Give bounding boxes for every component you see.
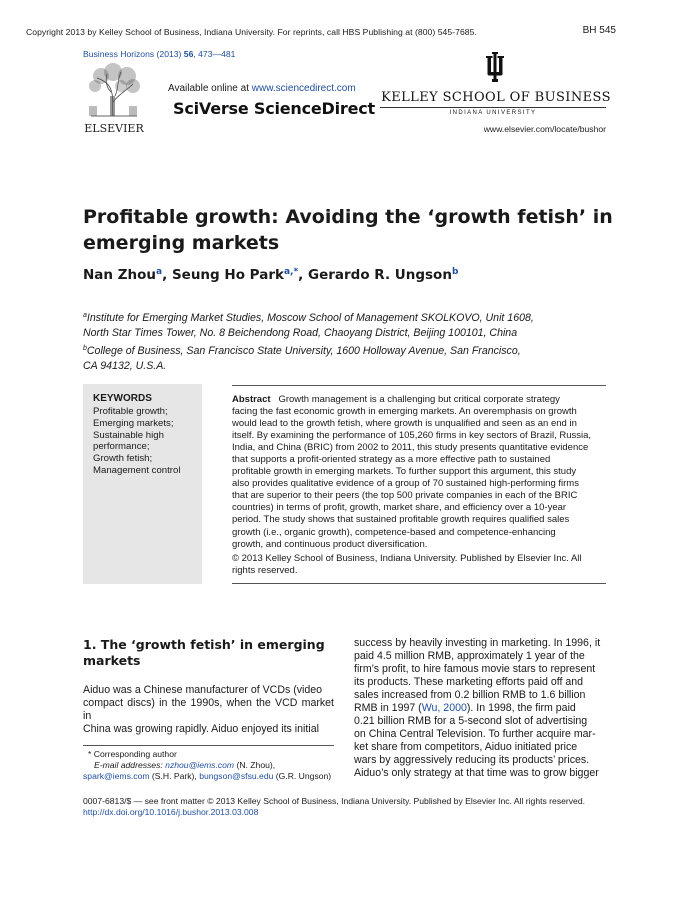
doi-link[interactable]: http://dx.doi.org/10.1016/j.bushor.2013.03.008 bbox=[83, 807, 259, 817]
elsevier-wordmark: ELSEVIER bbox=[84, 122, 144, 134]
body-line: 0.21 billion RMB for a 5-second slot of advertising bbox=[354, 715, 588, 727]
citation-link[interactable]: Wu, 2000 bbox=[421, 702, 467, 714]
keyword-item: performance; bbox=[93, 441, 150, 453]
keyword-item: Sustainable high bbox=[93, 429, 164, 441]
affiliations bbox=[83, 308, 623, 374]
footnote-rule bbox=[83, 745, 334, 746]
abstract bbox=[232, 394, 606, 551]
abstract-label: Abstract bbox=[232, 394, 271, 405]
email-link[interactable]: nzhou@iems.com bbox=[165, 760, 235, 770]
journal-homepage-url[interactable]: www.elsevier.com/locate/bushor bbox=[483, 124, 606, 134]
keyword-item: Emerging markets; bbox=[93, 417, 174, 429]
abstract-line: would lead to the growth fetish, where growth is unqualified and seen as an end in bbox=[232, 418, 577, 430]
affiliation-line: CA 94132, U.S.A. bbox=[83, 360, 167, 372]
abstract-line: profitable growth in emerging markets. To further support this argument, this study bbox=[232, 466, 577, 478]
affiliation-line: $^b$College of Business, San Francisco State University, 1600 Holloway Avenue, San Francisco, bbox=[83, 345, 521, 357]
article-title: Profitable growth: Avoiding the ‘growth fetish’ in emerging markets bbox=[83, 206, 613, 254]
sciencedirect-link[interactable]: www.sciencedirect.com bbox=[251, 83, 356, 94]
journal-citation[interactable] bbox=[83, 49, 235, 59]
body-line: wars by aggressively reducing its products’ prices. bbox=[354, 754, 590, 766]
body-line: its products. These marketing efforts paid off and bbox=[354, 676, 584, 688]
body-line: Aiduo’s only strategy at that time was to grow bigger bbox=[354, 767, 599, 779]
keywords-heading: KEYWORDS bbox=[93, 393, 152, 404]
copyright-notice: Copyright 2013 by Kelley School of Business, Indiana University. For reprints, call HBS Publishing at (800) 545-7685. bbox=[26, 27, 477, 37]
author-affiliation-mark[interactable]: b bbox=[451, 267, 459, 277]
body-column-right bbox=[354, 637, 606, 780]
author-affiliation-mark[interactable]: a bbox=[156, 267, 163, 277]
affiliation-line: $^a$Institute for Emerging Market Studies, Moscow School of Management SKOLKOVO, Unit 1608, bbox=[83, 312, 534, 324]
abstract-line: growth, and continuous product diversification. bbox=[232, 538, 428, 550]
abstract-line: that are superior to their peers (the top 500 private companies in each of the BRIC bbox=[232, 490, 578, 502]
journal-name: Business Horizons (2013) bbox=[83, 49, 184, 59]
kelley-subtitle: INDIANA UNIVERSITY bbox=[449, 110, 537, 116]
body-line: firm’s profit, to hire famous movie stars to represent bbox=[354, 663, 596, 675]
journal-pages: , 473—481 bbox=[193, 49, 236, 59]
author-name: Nan Zhou bbox=[83, 267, 157, 283]
email-link[interactable]: bungson@sfsu.edu bbox=[199, 771, 274, 781]
keyword-item: Profitable growth; bbox=[93, 406, 168, 417]
abstract-line: facing the fast economic growth in emerging markets. An overemphasis on growth bbox=[232, 406, 577, 418]
elsevier-logo bbox=[83, 62, 145, 134]
front-matter-notice: 0007-6813/$ — see front matter © 2013 Kelley School of Business, Indiana University. Published by Elsevier Inc. All rights reserved. bbox=[83, 796, 586, 806]
abstract-line: India, and China (BRIC) from 2002 to 2011, this study presents quantitative evidence bbox=[232, 442, 589, 454]
abstract-copyright: © 2013 Kelley School of Business, Indiana University. Published by Elsevier Inc. All rights reserved. bbox=[232, 553, 582, 577]
abstract-line: itself. By examining the performance of 105,260 firms in key sectors of Brazil, Russia, bbox=[232, 430, 592, 442]
abstract-line: countries) in terms of profit, growth, market share, and efficiency over a 10-year bbox=[232, 502, 567, 514]
corresponding-author-note: * Corresponding author bbox=[88, 749, 177, 759]
keyword-item: Management control bbox=[93, 464, 181, 476]
body-column-left bbox=[83, 684, 334, 736]
abstract-line: period. The study shows that sustained profitable growth requires qualified sales bbox=[232, 514, 570, 526]
body-line: compact discs) in the 1990s, when the VCD market in bbox=[83, 697, 334, 722]
journal-volume: 56 bbox=[183, 49, 194, 59]
keywords-box bbox=[83, 384, 202, 584]
author-list: Nan Zhou$^a$, Seung Ho Park$^{a,*}$, Gerardo R. Ungson$^b$ bbox=[83, 267, 459, 283]
body-line: on China Central Television. To further acquire mar- bbox=[354, 728, 596, 740]
available-label: Available online at bbox=[168, 83, 252, 94]
email-link[interactable]: spark@iems.com bbox=[83, 771, 150, 781]
body-line: China was growing rapidly. Aiduo enjoyed its initial bbox=[83, 723, 319, 735]
kelley-school-title: KELLEY SCHOOL OF BUSINESS bbox=[381, 90, 611, 105]
author-affiliation-mark[interactable]: a,* bbox=[283, 267, 299, 277]
body-line: Aiduo was a Chinese manufacturer of VCDs (video bbox=[83, 684, 323, 696]
abstract-line: Abstract Growth management is a challenging but critical corporate strategy bbox=[232, 394, 560, 405]
keyword-item: Growth fetish; bbox=[93, 453, 153, 465]
body-line: sales increased from 0.2 billion RMB to 1.6 billion bbox=[354, 689, 586, 701]
available-online bbox=[168, 83, 356, 94]
author-name: Seung Ho Park bbox=[171, 267, 284, 283]
abstract-line: that supports a profit-oriented strategy as a more effective path to sustained bbox=[232, 454, 551, 466]
body-line: RMB in 1997 (Wu, 2000). In 1998, the firm paid bbox=[354, 702, 576, 714]
email-addresses: E-mail addresses: nzhou@iems.com (N. Zhou), bbox=[94, 760, 276, 770]
article-code: BH 545 bbox=[582, 25, 616, 36]
section-heading: 1. The ‘growth fetish’ in emerging markets bbox=[83, 637, 325, 668]
abstract-line: also provides qualitative evidence of a group of 70 sustained high-performing firms bbox=[232, 478, 579, 490]
body-line: paid 4.5 million RMB, approximately 1 year of the bbox=[354, 650, 585, 662]
iu-trident-icon bbox=[482, 52, 508, 82]
author-name: Gerardo R. Ungson bbox=[308, 267, 452, 283]
affiliation-line: North Star Times Tower, No. 8 Beichendong Road, Chaoyang District, Beijing 100101, China bbox=[83, 327, 518, 339]
abstract-line: growth (i.e., organic growth), competence-based and competence-enhancing bbox=[232, 526, 556, 538]
body-line: ket share from competitors, Aiduo initiated price bbox=[354, 741, 578, 753]
body-line: success by heavily investing in marketing. In 1996, it bbox=[354, 637, 601, 649]
abstract-top-rule bbox=[232, 385, 606, 386]
abstract-bottom-rule bbox=[232, 583, 606, 584]
sciverse-logo: SciVerse ScienceDirect bbox=[173, 99, 375, 118]
kelley-divider bbox=[380, 107, 606, 108]
email-addresses-cont: spark@iems.com (S.H. Park), bungson@sfsu.edu (G.R. Ungson) bbox=[83, 771, 332, 781]
